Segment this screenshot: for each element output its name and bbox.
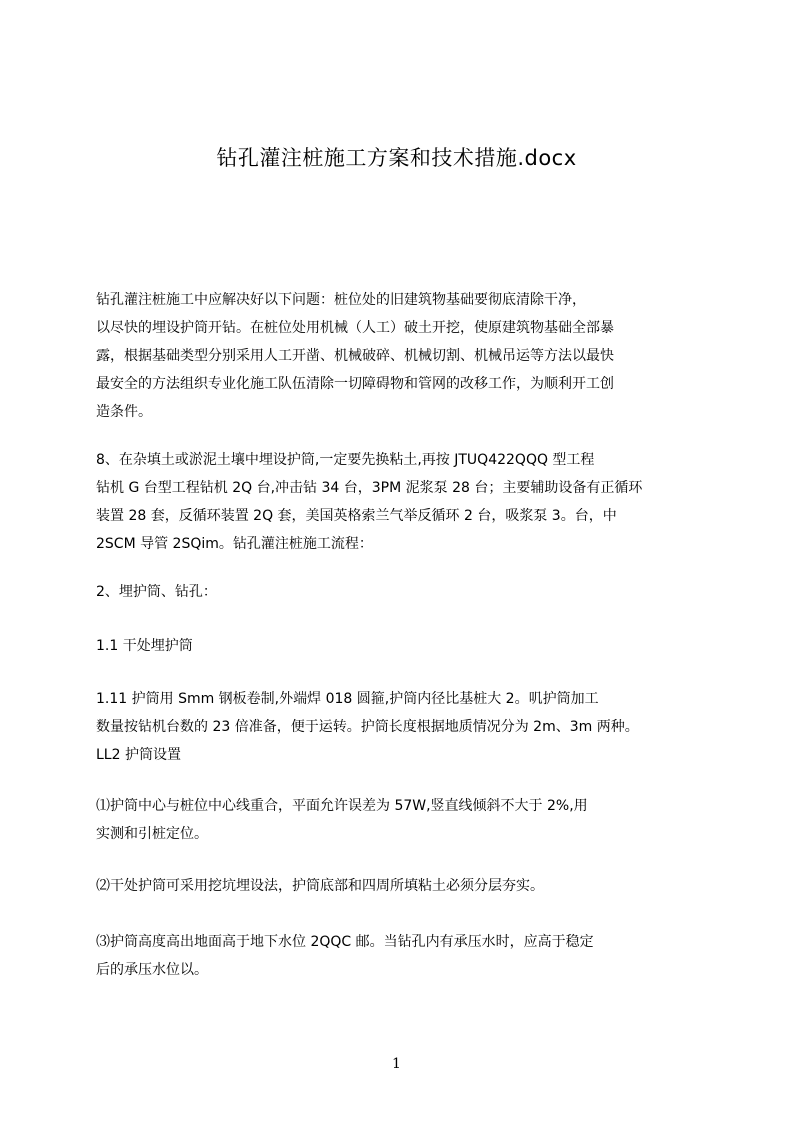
paragraph-line: 后的承压水位以。 [96, 962, 208, 978]
document-title: 钻孔灌注桩施工方案和技术措施.docx [216, 146, 577, 170]
paragraph-1 [96, 286, 698, 426]
paragraph-2 [96, 446, 698, 558]
paragraph-3 [96, 578, 698, 606]
paragraph-line: 造条件。 [96, 404, 152, 420]
paragraph-7 [96, 872, 698, 900]
paragraph-line: 数量按钻机台数的 23 倍准备，便于运转。护筒长度根据地质情况分为 2m、3m 两种。 [96, 719, 639, 735]
paragraph-line: LL2 护筒设置 [96, 747, 181, 763]
paragraph-line: 装置 28 套，反循环装置 2Q 套，美国英格索兰气举反循环 2 台，吸浆泵 3。台，中 [96, 508, 617, 524]
paragraph-line: 实测和引桩定位。 [96, 826, 208, 842]
paragraph-line: 露，根据基础类型分别采用人工开凿、机械破碎、机械切割、机械吊运等方法以最快 [96, 348, 614, 364]
paragraph-line: 2、埋护筒、钻孔： [96, 584, 217, 600]
page-number: 1 [392, 1056, 401, 1072]
paragraph-4 [96, 632, 698, 660]
paragraph-5 [96, 685, 698, 769]
paragraph-line: 钻孔灌注桩施工中应解决好以下问题：桩位处的旧建筑物基础要彻底清除干净， [96, 292, 586, 308]
paragraph-8 [96, 928, 698, 984]
paragraph-line: ⑵干处护筒可采用挖坑埋设法，护筒底部和四周所填粘土必须分层夯实。 [96, 878, 544, 894]
paragraph-line: 1.11 护筒用 Smm 钢板卷制,外端焊 018 圆箍,护筒内径比基桩大 2。叽护筒加工 [96, 691, 599, 707]
paragraph-line: 以尽快的埋设护筒开钻。在桩位处用机械（人工）破土开挖，使原建筑物基础全部暴 [96, 320, 614, 336]
paragraph-line: ⑴护筒中心与桩位中心线重合，平面允许误差为 57W,竖直线倾斜不大于 2%,用 [96, 798, 588, 814]
paragraph-line: 1.1 干处埋护筒 [96, 638, 193, 654]
paragraph-line: 8、在杂填土或淤泥土壤中埋设护筒,一定要先换粘土,再按 JTUQ422QQQ 型工程 [96, 452, 595, 468]
paragraph-line: 钻机 G 台型工程钻机 2Q 台,冲击钻 34 台，3PM 泥浆泵 28 台；主要辅助设备有正循环 [96, 480, 643, 496]
paragraph-line: 2SCM 导管 2SQim。钻孔灌注桩施工流程： [96, 536, 373, 552]
paragraph-6 [96, 792, 698, 848]
paragraph-line: 最安全的方法组织专业化施工队伍清除一切障碍物和管网的改移工作，为顺利开工创 [96, 376, 614, 392]
paragraph-line: ⑶护筒高度高出地面高于地下水位 2QQC 邮。当钻孔内有承压水时，应高于稳定 [96, 934, 594, 950]
